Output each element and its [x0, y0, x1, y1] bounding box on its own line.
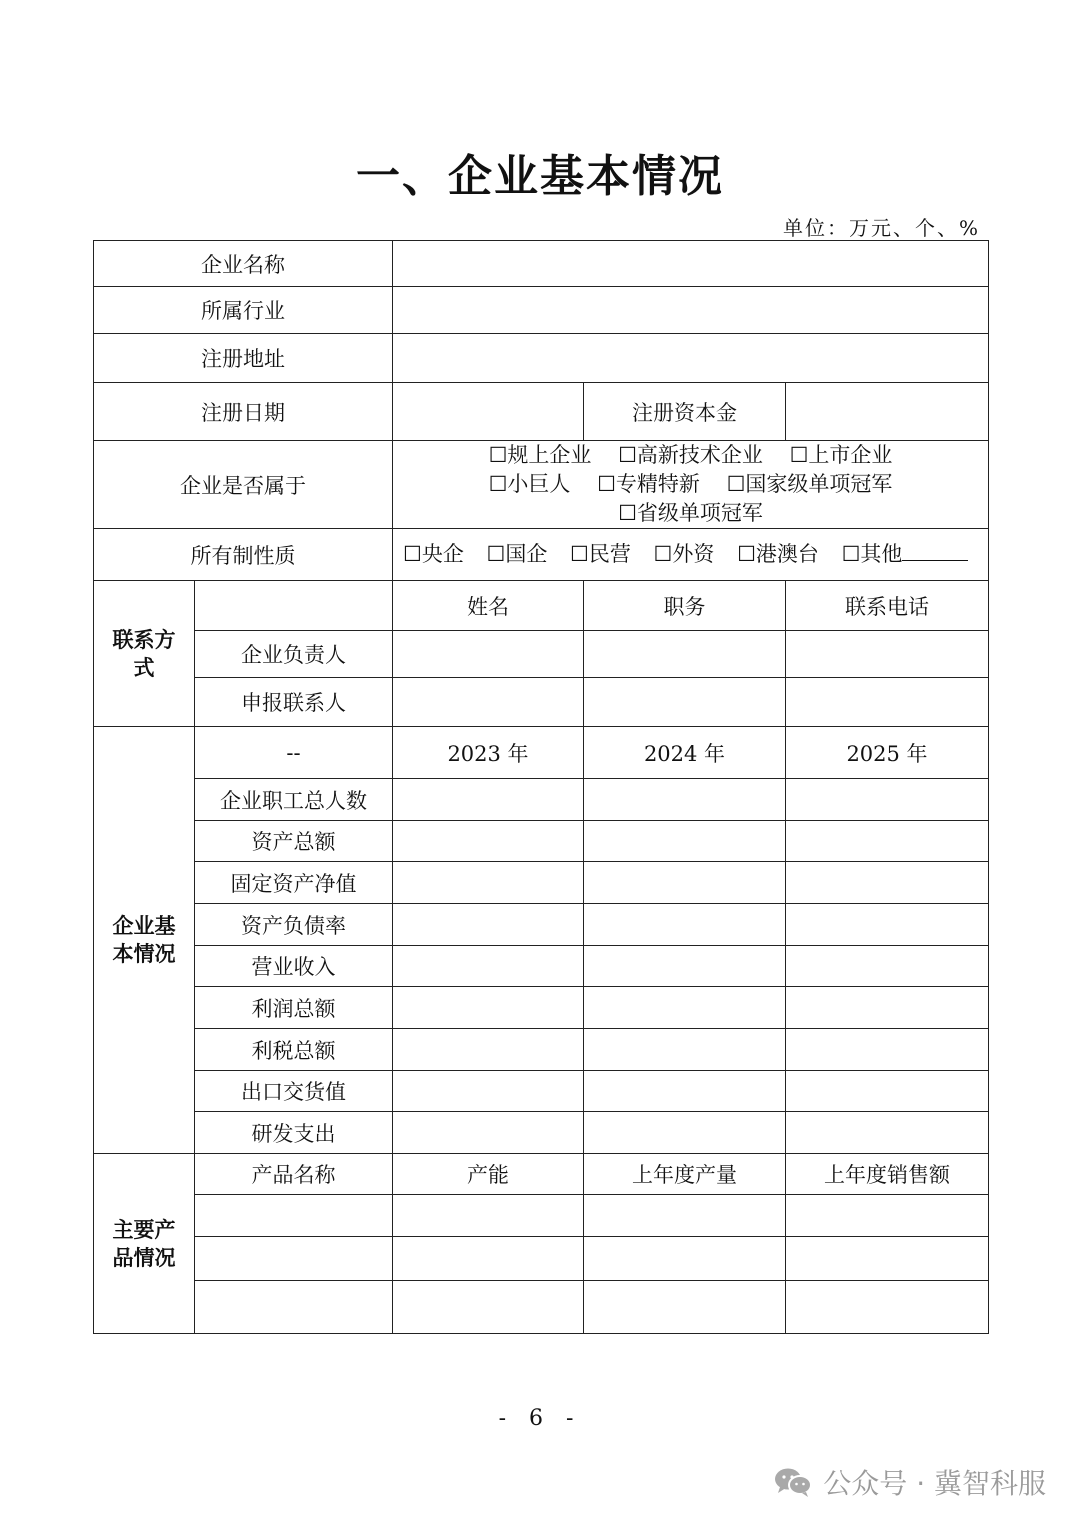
stats-row-label: 企业职工总人数 — [195, 779, 393, 821]
cell-input[interactable] — [584, 631, 786, 678]
label-industry: 所属行业 — [94, 287, 393, 334]
cell-input[interactable] — [786, 946, 989, 987]
cell-input[interactable] — [195, 1281, 393, 1334]
contact-row-head: 企业负责人 — [195, 631, 393, 678]
watermark-text: 公众号 · 冀智科服 — [823, 1467, 1046, 1500]
cell-input[interactable] — [195, 1195, 393, 1237]
enterprise-info-table — [93, 240, 989, 1334]
cell-input[interactable] — [393, 904, 584, 946]
cell-input[interactable] — [786, 1029, 989, 1071]
section-products: 主要产品情况 — [94, 1154, 195, 1334]
cell-input[interactable] — [584, 1281, 786, 1334]
cell-input[interactable] — [786, 862, 989, 904]
product-header-output: 上年度产量 — [584, 1154, 786, 1195]
cell-input[interactable] — [786, 821, 989, 862]
contact-corner — [195, 581, 393, 631]
other-blank-line[interactable] — [902, 542, 968, 561]
year-2025: 2025 年 — [786, 727, 989, 779]
cell-input[interactable] — [584, 946, 786, 987]
checkbox-central-soe[interactable]: ☐央企 — [403, 542, 464, 566]
stats-corner: -- — [195, 727, 393, 779]
cell-input[interactable] — [393, 1029, 584, 1071]
category-line-1 — [393, 441, 988, 470]
cell-input[interactable] — [786, 987, 989, 1029]
product-header-sales: 上年度销售额 — [786, 1154, 989, 1195]
page-number: - 6 - — [498, 1406, 582, 1431]
cell-input[interactable] — [786, 1195, 989, 1237]
cell-input[interactable] — [786, 1281, 989, 1334]
label-reg-capital: 注册资本金 — [584, 383, 786, 441]
checkbox-little-giant[interactable]: ☐小巨人 — [488, 472, 571, 496]
cell-input[interactable] — [393, 1281, 584, 1334]
input-industry[interactable] — [393, 287, 989, 334]
checkbox-private[interactable]: ☐民营 — [570, 542, 631, 566]
input-company-name[interactable] — [393, 241, 989, 287]
year-2023: 2023 年 — [393, 727, 584, 779]
product-header-name: 产品名称 — [195, 1154, 393, 1195]
cell-input[interactable] — [393, 1071, 584, 1112]
cell-input[interactable] — [786, 1112, 989, 1154]
input-reg-date[interactable] — [393, 383, 584, 441]
category-line-2 — [393, 470, 988, 528]
cell-input[interactable] — [393, 821, 584, 862]
stats-row-label: 利润总额 — [195, 987, 393, 1029]
checkbox-high-tech[interactable]: ☐高新技术企业 — [618, 443, 763, 467]
cell-input[interactable] — [786, 678, 989, 727]
checkbox-national-champion[interactable]: ☐国家级单项冠军 — [726, 472, 893, 496]
cell-input[interactable] — [393, 987, 584, 1029]
category-options — [393, 441, 989, 529]
cell-input[interactable] — [393, 678, 584, 727]
cell-input[interactable] — [393, 631, 584, 678]
checkbox-provincial-champion[interactable]: ☐省级单项冠军 — [618, 501, 763, 525]
stats-row-label: 固定资产净值 — [195, 862, 393, 904]
watermark — [773, 1462, 1046, 1502]
cell-input[interactable] — [584, 1029, 786, 1071]
product-header-capacity: 产能 — [393, 1154, 584, 1195]
stats-row-label: 研发支出 — [195, 1112, 393, 1154]
stats-row-label: 资产总额 — [195, 821, 393, 862]
checkbox-specialized[interactable]: ☐专精特新 — [597, 472, 700, 496]
cell-input[interactable] — [584, 1195, 786, 1237]
section-stats: 企业基本情况 — [94, 727, 195, 1154]
cell-input[interactable] — [584, 1112, 786, 1154]
label-address: 注册地址 — [94, 334, 393, 383]
cell-input[interactable] — [786, 1071, 989, 1112]
stats-row-label: 利税总额 — [195, 1029, 393, 1071]
cell-input[interactable] — [393, 862, 584, 904]
stats-row-label: 出口交货值 — [195, 1071, 393, 1112]
cell-input[interactable] — [786, 631, 989, 678]
checkbox-listed[interactable]: ☐上市企业 — [789, 443, 893, 467]
label-reg-date: 注册日期 — [94, 383, 393, 441]
cell-input[interactable] — [584, 779, 786, 821]
cell-input[interactable] — [584, 904, 786, 946]
wechat-icon — [773, 1466, 813, 1498]
contact-header-position: 职务 — [584, 581, 786, 631]
input-address[interactable] — [393, 334, 989, 383]
cell-input[interactable] — [584, 1237, 786, 1281]
contact-row-applicant: 申报联系人 — [195, 678, 393, 727]
checkbox-foreign[interactable]: ☐外资 — [653, 542, 715, 566]
label-category: 企业是否属于 — [94, 441, 393, 529]
cell-input[interactable] — [393, 1112, 584, 1154]
cell-input[interactable] — [393, 1237, 584, 1281]
checkbox-state-owned[interactable]: ☐国企 — [486, 542, 548, 566]
stats-row-label: 资产负债率 — [195, 904, 393, 946]
contact-header-name: 姓名 — [393, 581, 584, 631]
cell-input[interactable] — [584, 862, 786, 904]
cell-input[interactable] — [786, 779, 989, 821]
cell-input[interactable] — [393, 946, 584, 987]
cell-input[interactable] — [584, 821, 786, 862]
cell-input[interactable] — [393, 1195, 584, 1237]
cell-input[interactable] — [584, 987, 786, 1029]
stats-row-label: 营业收入 — [195, 946, 393, 987]
section-contact: 联系方式 — [94, 581, 195, 727]
checkbox-scale-enterprise[interactable]: ☐规上企业 — [488, 443, 592, 467]
cell-input[interactable] — [393, 779, 584, 821]
cell-input[interactable] — [584, 678, 786, 727]
page-title: 一、企业基本情况 — [356, 151, 724, 202]
cell-input[interactable] — [786, 904, 989, 946]
year-2024: 2024 年 — [584, 727, 786, 779]
checkbox-other[interactable]: ☐其他 — [841, 542, 903, 566]
checkbox-hk-macau-tw[interactable]: ☐港澳台 — [737, 542, 819, 566]
ownership-options — [393, 529, 989, 581]
cell-input[interactable] — [786, 1237, 989, 1281]
input-reg-capital[interactable] — [786, 383, 989, 441]
contact-header-phone: 联系电话 — [786, 581, 989, 631]
label-ownership: 所有制性质 — [94, 529, 393, 581]
cell-input[interactable] — [195, 1237, 393, 1281]
cell-input[interactable] — [584, 1071, 786, 1112]
unit-note: 单位：万元、个、% — [782, 216, 980, 240]
label-company-name: 企业名称 — [94, 241, 393, 287]
